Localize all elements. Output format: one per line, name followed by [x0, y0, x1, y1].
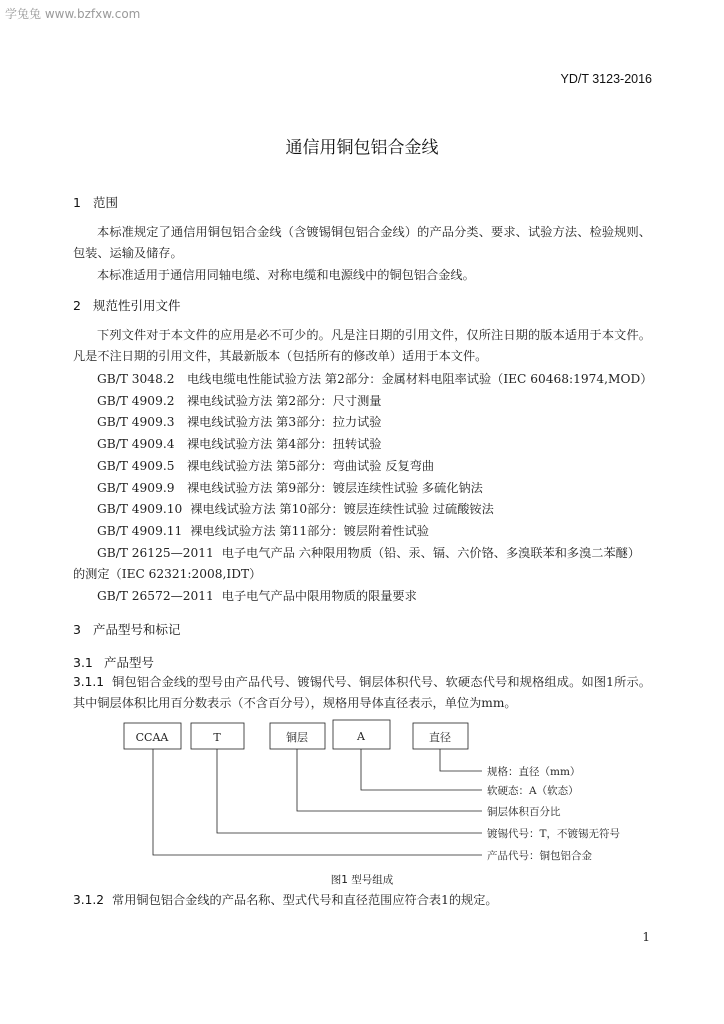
clause-text: 常用铜包铝合金线的产品名称、型式代号和直径范围应符合表1的规定。	[112, 893, 498, 907]
legend-label: 软硬态：A（软态）	[487, 785, 579, 797]
reference-continuation: 的测定（IEC 62321:2008,IDT）	[73, 567, 262, 582]
clause-3-1-2	[73, 890, 651, 911]
subsection-title: 产品型号	[104, 655, 155, 670]
reference-title: 裸电线试验方法 第2部分：尺寸测量	[187, 393, 382, 408]
reference-code: GB/T 4909.10	[97, 502, 183, 517]
figure-caption: 图1 型号组成	[330, 874, 394, 886]
box-label: T	[213, 731, 221, 744]
clause-number: 3.1.2	[73, 893, 105, 907]
box-label: 铜层	[286, 731, 308, 744]
legend-label: 铜层体积百分比	[487, 806, 561, 818]
reference-code: GB/T 4909.11	[97, 523, 183, 538]
reference-title: 电子电气产品中限用物质的限量要求	[221, 589, 417, 604]
box-label: A	[357, 730, 365, 743]
reference-code: GB/T 4909.9	[97, 480, 175, 495]
section-number: 2	[73, 298, 81, 313]
standard-code: YD/T 3123-2016	[560, 72, 652, 86]
section-title: 范围	[93, 195, 119, 210]
reference-title: 裸电线试验方法 第3部分：拉力试验	[187, 415, 382, 430]
connector-temper	[361, 749, 482, 790]
references-intro: 下列文件对于本文件的应用是必不可少的。凡是注日期的引用文件，仅所注日期的版本适用于本文件。凡是不注日期的引用文件，其最新版本（包括所有的修改单）适用于本文件。	[73, 328, 651, 363]
reference-title: 裸电线试验方法 第5部分：弯曲试验 反复弯曲	[187, 458, 435, 473]
document-title: 通信用铜包铝合金线	[285, 138, 439, 158]
legend-label: 规格：直径（mm）	[487, 766, 581, 778]
legend-label: 产品代号：铜包铝合金	[487, 850, 592, 862]
scope-paragraph-1: 本标准规定了通信用铜包铝合金线（含镀锡铜包铝合金线）的产品分类、要求、试验方法、检验规则、包装、运输及储存。	[73, 225, 651, 260]
reference-title: 电线电缆电性能试验方法 第2部分：金属材料电阻率试验（IEC 60468:1974,MOD）	[187, 372, 653, 386]
legend-label: 镀锡代号：T，不镀锡无符号	[487, 828, 621, 840]
clause-text: 铜包铝合金线的型号由产品代号、镀锡代号、铜层体积代号、软硬态代号和规格组成。如图1所示。其中铜层体积比用百分数表示（不含百分号），规格用导体直径表示，单位为mm。	[73, 675, 651, 710]
reference-title: 电子电气产品 六种限用物质（铅、汞、镉、六价铬、多溴联苯和多溴二苯醚）	[221, 545, 641, 560]
box-label: 直径	[429, 731, 451, 744]
reference-code: GB/T 26125—2011	[97, 545, 214, 560]
section-number: 1	[73, 195, 81, 210]
page-number: 1	[642, 930, 650, 944]
scope-paragraph-2: 本标准适用于通信用同轴电缆、对称电缆和电源线中的铜包铝合金线。	[97, 268, 475, 282]
reference-code: GB/T 4909.2	[97, 393, 175, 408]
section-title: 产品型号和标记	[93, 622, 181, 637]
reference-title: 裸电线试验方法 第11部分：镀层附着性试验	[190, 523, 429, 538]
reference-code: GB/T 4909.3	[97, 415, 175, 430]
reference-code: GB/T 4909.5	[97, 458, 175, 473]
watermark: 学兔兔 www.bzfxw.com	[5, 7, 141, 21]
reference-title: 裸电线试验方法 第10部分：镀层连续性试验 过硫酸铵法	[190, 502, 494, 517]
reference-code: GB/T 4909.4	[97, 437, 175, 452]
connector-product	[153, 749, 482, 855]
reference-code: GB/T 3048.2	[97, 372, 175, 386]
connector-diameter	[440, 749, 482, 771]
reference-code: GB/T 26572—2011	[97, 589, 214, 604]
reference-title: 裸电线试验方法 第4部分：扭转试验	[187, 437, 382, 452]
section-title: 规范性引用文件	[93, 298, 181, 313]
connector-tin	[217, 749, 482, 833]
reference-title: 裸电线试验方法 第9部分：镀层连续性试验 多硫化钠法	[187, 480, 483, 495]
subsection-number: 3.1	[73, 655, 93, 670]
connector-copper	[297, 749, 482, 811]
box-label: CCAA	[135, 731, 169, 744]
clause-number: 3.1.1	[73, 675, 105, 689]
section-number: 3	[73, 622, 81, 637]
